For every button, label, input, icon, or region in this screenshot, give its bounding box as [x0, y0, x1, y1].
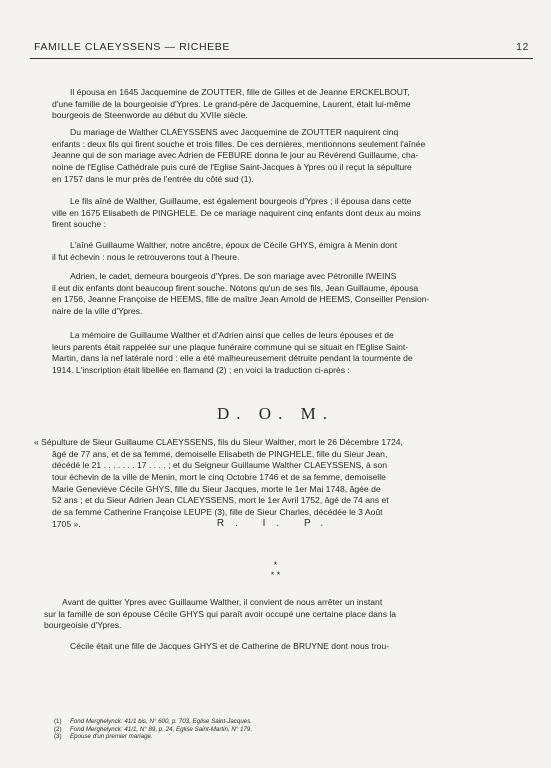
- text-line: décédé le 21 . . . . . . . 17 . . . . ; et du Seigneur Guillaume Walther CLAEYSSENS, à son: [52, 460, 388, 471]
- text-line: bourgeoisie d'Ypres.: [44, 620, 122, 631]
- paragraph-1: [52, 87, 524, 122]
- paragraph-3: [52, 196, 524, 231]
- text-line: Avant de quitter Ypres avec Guillaume Walther, il convient de nous arrêter un instant: [62, 597, 383, 607]
- epitaph-translation: [34, 437, 524, 531]
- text-line: noine de l'Eglise Cathédrale puis curé de l'Eglise Saint-Jacques à Ypres où il reçut la sépulture: [52, 162, 412, 173]
- paragraph-8: [52, 641, 524, 653]
- header-title: FAMILLE CLAEYSSENS — RICHEBE: [34, 41, 230, 53]
- section-asterism: [0, 560, 551, 580]
- footnote-3: (3) Epouse d'un premier mariage.: [54, 733, 153, 741]
- text-line: firent souche :: [52, 219, 106, 230]
- text-line: Marie Geneviève Cécile GHYS, fille du Sieur Jacques, morte le 1er Mai 1748, âgée de: [52, 483, 381, 494]
- dom-heading: D. O. M.: [217, 404, 334, 423]
- text-line: L'aîné Guillaume Walther, notre ancêtre, époux de Cécile GHYS, émigra à Menin dont: [70, 240, 398, 250]
- text-line: Jeanne qui de son mariage avec Adrien de FEBURE donna le jour au Révérend Guillaume, cha-: [52, 150, 419, 161]
- text-line: Le fils aîné de Walther, Guillaume, est également bourgeois d'Ypres ; il épousa dans cette: [70, 196, 412, 206]
- header-rule: [30, 58, 533, 59]
- text-line: en 1757 dans le mur près de l'entrée du côté sud (1).: [52, 173, 254, 184]
- footnotes: [54, 718, 454, 741]
- text-line: Il épousa en 1645 Jacquemine de ZOUTTER, fille de Gilles et de Jeanne ERCKELBOUT,: [70, 87, 410, 97]
- text-line: naire de la ville d'Ypres.: [52, 306, 143, 317]
- text-line: La mémoire de Guillaume Walther et d'Adrien ainsi que celles de leurs épouses et de: [70, 330, 394, 340]
- text-line: 1914. L'inscription était libellée en flamand (2) ; en voici la traduction ci-après :: [52, 365, 350, 376]
- text-line: il eut dix enfants dont beaucoup firent souche. Notons qu'un de ses fils, Jean Guillaume, épousa: [52, 282, 419, 293]
- text-line: « Sépulture de Sieur Guillaume CLAEYSSENS, fils du Sieur Walther, mort le 26 Décembre 1724,: [34, 437, 403, 447]
- text-line: Martin, dans la nef latérale nord : elle a été malheureusement détruite pendant la tourmente de: [52, 353, 413, 364]
- text-line: sur la famille de son épouse Cécile GHYS qui paraît avoir occupé une certaine place dans la: [44, 608, 397, 619]
- paragraph-2: [52, 127, 524, 185]
- text-line: bourgeois de Steenworde au début du XVIIe siècle.: [52, 110, 248, 121]
- footnote-2: (2) Fond Merghelynck: 41/1, N° 89, p. 24, Eglise Saint-Martin, N° 179.: [54, 725, 253, 733]
- page-number: 12: [516, 41, 529, 53]
- paragraph-5: [52, 271, 524, 318]
- text-line: Du mariage de Walther CLAEYSSENS avec Jacquemine de ZOUTTER naquirent cinq: [70, 127, 399, 137]
- paragraph-7: [44, 597, 516, 632]
- text-line: Adrien, le cadet, demeura bourgeois d'Ypres. De son mariage avec Pétronille IWEINS: [70, 271, 397, 281]
- text-line: il fut échevin : nous le retrouverons tout à l'heure.: [52, 251, 240, 262]
- asterism-line-1: *: [273, 560, 278, 570]
- asterism-line-2: * *: [270, 570, 281, 580]
- text-line: tour échevin de la ville de Menin, mort le cinq Octobre 1746 et de sa femme, demoiselle: [52, 472, 386, 483]
- rip-heading: R. I. P.: [216, 518, 335, 529]
- text-line: en 1756, Jeanne Françoise de HEEMS, fille de maître Jean Arnold de HEEMS, Conseiller Pension-: [52, 294, 430, 305]
- text-line: enfants : deux fils qui firent souche et trois filles. De ces dernières, mentionnons seulement l'aînée: [52, 138, 426, 149]
- paragraph-4: [52, 240, 524, 263]
- text-line: leurs parents était rappelée sur une plaque funéraire commune qui se situait en l'Eglise Saint-: [52, 341, 409, 352]
- text-line: de sa femme Catherine Françoise LEUPE (3), fille de Sieur Charles, décédée le 3 Août: [52, 507, 383, 518]
- footnote-1: (1) Fond Merghelynck: 41/1 bis, N° 600, p. 703, Eglise Saint-Jacques.: [54, 718, 253, 725]
- text-line: 52 ans ; et du Sieur Adrien Jean CLAEYSSENS, mort le 1er Avril 1752, âgé de 74 ans et: [52, 495, 389, 506]
- paragraph-6: [52, 330, 524, 377]
- text-line: âgé de 77 ans, et de sa femme, demoiselle Elisabeth de PINGHELE, fille du Sieur Jean,: [52, 448, 388, 459]
- text-line: 1705 ».: [52, 518, 81, 529]
- text-line: Cécile était une fille de Jacques GHYS et de Catherine de BRUYNE dont nous trou-: [70, 641, 390, 651]
- text-line: ville en 1675 Elisabeth de PINGHELE. De ce mariage naquirent cinq enfants dont deux au moins: [52, 207, 421, 218]
- text-line: d'une famille de la bourgeoisie d'Ypres. Le grand-père de Jacquemine, Laurent, était lui-même: [52, 98, 411, 109]
